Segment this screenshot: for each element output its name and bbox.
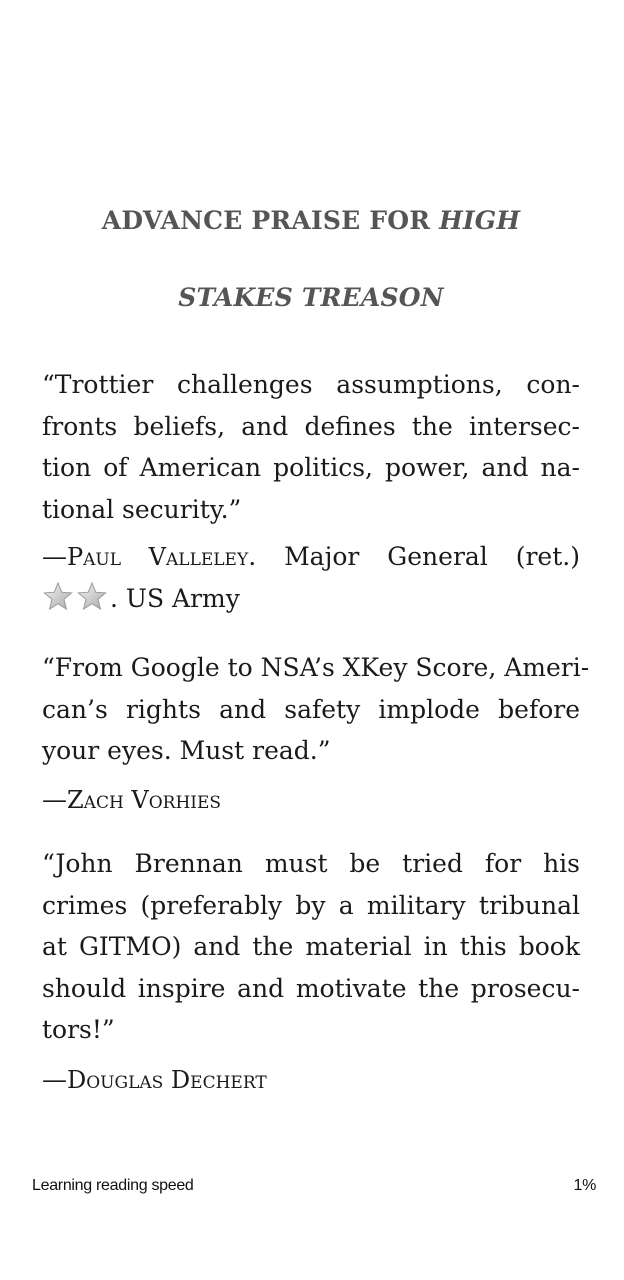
attribution-dash: —	[42, 542, 67, 571]
attribution-affiliation: . US Army	[110, 584, 240, 613]
praise-attribution-2	[42, 779, 580, 821]
attribution-name: Douglas Dechert	[67, 1066, 267, 1094]
attribution-line	[42, 1059, 580, 1101]
praise-quote-1	[42, 364, 580, 530]
quote-line: at GITMO) and the material in this book	[42, 932, 580, 961]
praise-quote-3	[42, 843, 580, 1051]
praise-heading-prefix: ADVANCE PRAISE FOR	[101, 206, 440, 235]
reading-speed-status: Learning reading speed	[32, 1177, 194, 1194]
quote-line: can’s rights and safety implode before	[42, 694, 580, 724]
reading-progress-percent: 1%	[573, 1177, 596, 1194]
praise-attribution-1	[42, 536, 580, 624]
book-title-part-1: HIGH	[439, 206, 521, 235]
attribution-name: Zach Vorhies	[67, 786, 222, 814]
attribution-line	[42, 779, 580, 821]
quote-line: tion of American politics, power, and na-	[42, 453, 580, 482]
two-stars-icon	[42, 581, 110, 624]
attribution-dash: —	[42, 785, 67, 814]
quote-line: should inspire and motivate the prosecu-	[42, 973, 580, 1003]
quote-line: your eyes. Must read.”	[42, 736, 331, 765]
praise-heading-line-1	[42, 206, 580, 235]
praise-attribution-3	[42, 1059, 580, 1101]
quote-line: tors!”	[42, 1015, 115, 1044]
attribution-name: Paul Valleley	[67, 543, 249, 571]
attribution-title: . Major General (ret.)	[248, 542, 580, 571]
quote-line: crimes (preferably by a military tribunal	[42, 890, 580, 920]
book-title-part-2: STAKES TREASON	[178, 283, 444, 312]
quote-line: “John Brennan must be tried for his	[42, 849, 580, 878]
attribution-line	[42, 536, 580, 578]
quote-line: tional security.”	[42, 494, 242, 524]
attribution-dash: —	[42, 1065, 67, 1094]
quote-line: “Trottier challenges assumptions, con-	[42, 370, 580, 399]
attribution-line	[42, 578, 580, 624]
quote-line: fronts beliefs, and defines the intersec-	[42, 411, 580, 441]
praise-quote-2	[42, 647, 590, 772]
quote-line: “From Google to NSA’s XKey Score, Ameri-	[42, 653, 590, 682]
